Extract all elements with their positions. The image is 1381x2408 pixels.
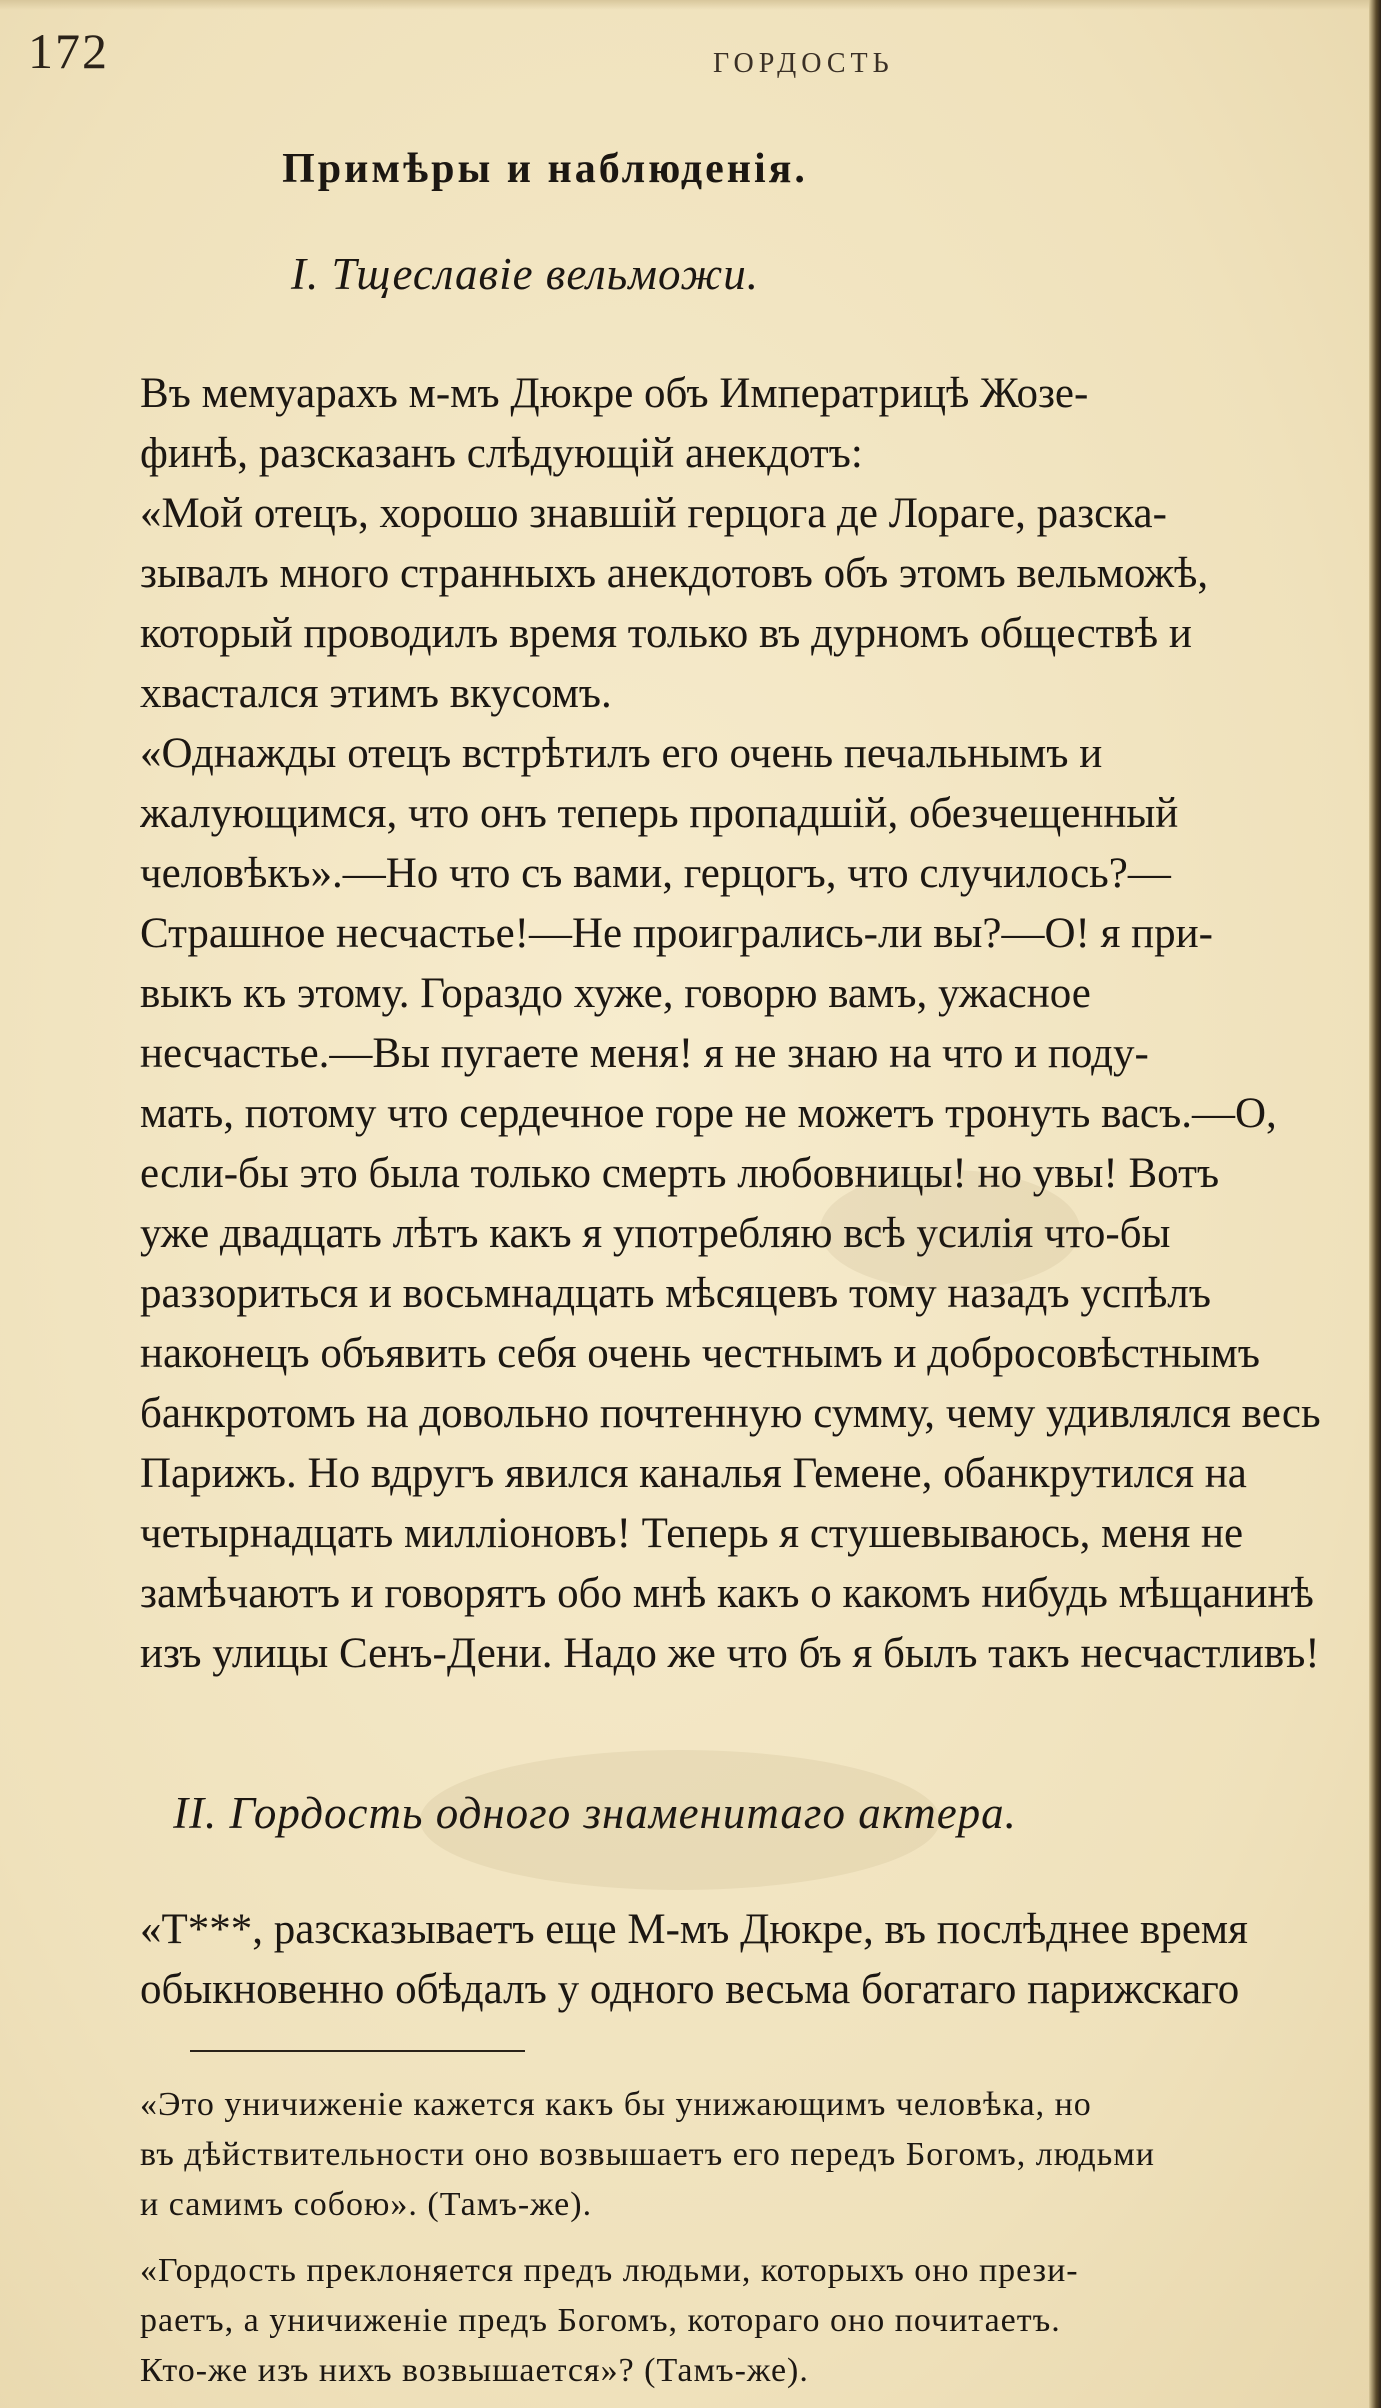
subsection-heading-1: I. Тщеславіе вельможи. — [290, 249, 759, 299]
page-number: 172 — [28, 23, 109, 79]
text-line: мать, потому что сердечное горе не можетъ тронуть васъ.—О, — [140, 1090, 1277, 1137]
passage-2 — [140, 1900, 1380, 2020]
text-line: финѣ, разсказанъ слѣдующій анекдотъ: — [140, 430, 863, 477]
running-head: ГОРДОСТЬ — [713, 48, 894, 79]
text-line: обыкновенно обѣдалъ у одного весьма богатаго парижскаго — [140, 1966, 1240, 2013]
text-line: уже двадцать лѣтъ какъ я употребляю всѣ усилія что-бы — [140, 1210, 1171, 1257]
text-line: Парижъ. Но вдругъ явился каналья Гемене, обанкрутился на — [140, 1450, 1247, 1497]
text-line: раззориться и восьмнадцать мѣсяцевъ тому назадъ успѣлъ — [140, 1270, 1211, 1317]
text-line: зывалъ много странныхъ анекдотовъ объ этомъ вельможѣ, — [140, 550, 1209, 597]
text-line: жалующимся, что онъ теперь пропадшій, обезчещенный — [140, 790, 1179, 837]
footnote-line: и самимъ собою». (Тамъ-же). — [140, 2186, 593, 2223]
text-line: изъ улицы Сенъ-Дени. Надо же что бъ я былъ такъ несчастливъ! — [140, 1630, 1320, 1677]
text-line: замѣчаютъ и говорятъ обо мнѣ какъ о какомъ нибудь мѣщанинѣ — [140, 1570, 1314, 1617]
text-line: «Однажды отецъ встрѣтилъ его очень печальнымъ и — [140, 730, 1103, 777]
text-line: банкротомъ на довольно почтенную сумму, чему удивлялся весь — [140, 1390, 1321, 1437]
page-top-edge — [0, 0, 1381, 10]
footnotes — [140, 2080, 1380, 2396]
text-line: «Мой отецъ, хорошо знавшій герцога де Лораге, разска- — [140, 490, 1167, 537]
text-line: если-бы это была только смерть любовницы! но увы! Вотъ — [140, 1150, 1220, 1197]
text-line: наконецъ объявить себя очень честнымъ и добросовѣстнымъ — [140, 1330, 1260, 1377]
footnote-line: «Гордость преклоняется предъ людьми, которыхъ оно прези- — [140, 2252, 1079, 2289]
subsection-heading-2: II. Гордость одного знаменитаго актера. — [173, 1788, 1017, 1838]
text-line: четырнадцать милліоновъ! Теперь я стушевываюсь, меня не — [140, 1510, 1244, 1557]
text-line: Страшное несчастье!—Не проигрались-ли вы?—О! я при- — [140, 910, 1213, 957]
footnote-line: раетъ, а уничиженіе предъ Богомъ, котораго оно почитаетъ. — [140, 2302, 1061, 2339]
text-line: выкъ къ этому. Гораздо хуже, говорю вамъ, ужасное — [140, 970, 1091, 1017]
footnote-rule — [190, 2050, 525, 2052]
text-line: Въ мемуарахъ м-мъ Дюкре объ Императрицѣ Жозе- — [140, 370, 1089, 417]
passage-1 — [140, 364, 1380, 1684]
text-line: несчастье.—Вы пугаете меня! я не знаю на что и поду- — [140, 1030, 1149, 1077]
text-line: хвастался этимъ вкусомъ. — [140, 670, 612, 717]
text-line: который проводилъ время только въ дурномъ обществѣ и — [140, 610, 1192, 657]
footnote-line: Кто-же изъ нихъ возвышается»? (Тамъ-же). — [140, 2352, 809, 2389]
section-title: Примѣры и наблюденія. — [282, 146, 808, 192]
text-line: человѣкъ».—Но что съ вами, герцогъ, что случилось?— — [140, 850, 1171, 897]
text-line: «Т***, разсказываетъ еще М-мъ Дюкре, въ послѣднее время — [140, 1906, 1248, 1953]
footnote-line: «Это уничиженіе кажется какъ бы унижающимъ человѣка, но — [140, 2086, 1092, 2123]
footnote-line: въ дѣйствительности оно возвышаетъ его передъ Богомъ, людьми — [140, 2136, 1155, 2173]
